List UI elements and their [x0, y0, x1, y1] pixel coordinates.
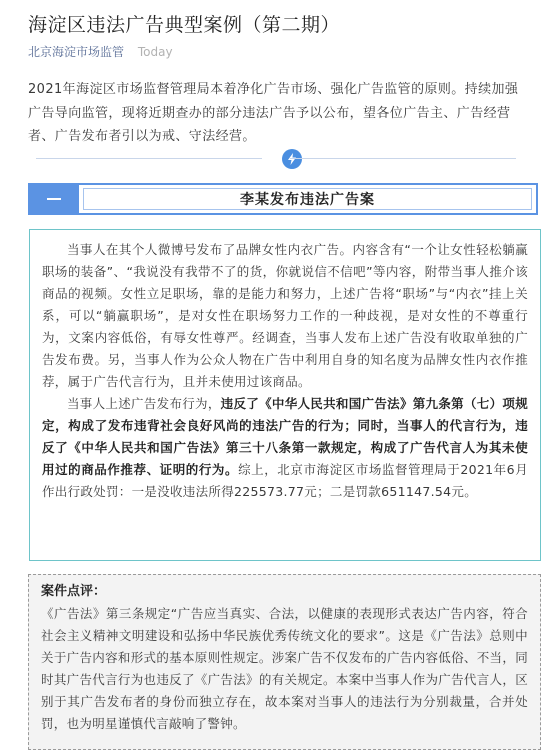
lightning-icon	[282, 149, 302, 169]
case-comment-box	[28, 574, 541, 750]
article-meta	[28, 43, 173, 60]
article-title: 海淀区违法广告典型案例（第二期）	[28, 14, 341, 36]
case-content-box	[29, 229, 541, 561]
case-header-tab	[28, 183, 79, 215]
case-paragraph-2-intro: 当事人上述广告发布行为，	[67, 396, 221, 411]
case-paragraph-2-bold: 违反了《中华人民共和国广告法》第九条第（七）项规定，构成了发布违背社会良好风尚的违法广告的行为；同时，当事人的代言行为，违反了《中华人民共和国广告法》第三十八条第一款规定，构成了广告代言人为其未使用过的商品作推荐、证明的行为。	[42, 396, 528, 477]
comment-label: 案件点评：	[41, 584, 107, 599]
intro-paragraph: 2021年海淀区市场监督管理局本着净化广告市场、强化广告监管的原则。持续加强广告导向监管，现将近期查办的部分违法广告予以公布，望各位广告主、广告经营者、广告发布者引以为戒、守法经营。	[28, 82, 519, 144]
dash-icon	[47, 198, 61, 200]
case-header	[28, 183, 538, 215]
publish-time: Today	[137, 45, 173, 59]
section-divider	[36, 158, 516, 160]
case-paragraph-2	[42, 393, 528, 503]
case-paragraph-2-rest: 综上，北京市海淀区市场监督管理局于2021年6月作出行政处罚：一是没收违法所得225573.77元；二是罚款651147.54元。	[42, 462, 528, 499]
divider-line-left	[36, 158, 262, 159]
case-title	[79, 183, 538, 215]
case-title-text: 李某发布违法广告案	[240, 192, 375, 208]
case-paragraph-1: 当事人在其个人微博号发布了品牌女性内衣广告。内容含有“一个让女性轻松躺赢职场的装备”、“我说没有我带不了的货，你就说信不信吧”等内容，附带当事人推介该商品的视频。女性立足职场，靠的是能力和努力，上述广告将“职场”与“内衣”挂上关系，可以“躺赢职场”，是对女性在职场努力工作的一种歧视，是对女性的不尊重行为，文案内容低俗，有辱女性尊严。经调查，当事人发布上述广告没有收取单独的广告发布费。另，当事人作为公众人物在广告中利用自身的知名度为品牌女性内衣作推荐，属于广告代言行为，且并未使用过该商品。	[42, 242, 528, 389]
account-name-link[interactable]: 北京海淀市场监管	[28, 45, 125, 59]
comment-text: 《广告法》第三条规定“广告应当真实、合法，以健康的表现形式表达广告内容，符合社会主义精神文明建设和弘扬中华民族优秀传统文化的要求”。这是《广告法》总则中关于广告内容和形式的基本原则性规定。涉案广告不仅发布的广告内容低俗、不当，同时其广告代言行为也违反了《广告法》的有关规定。本案中当事人作为广告代言人，区别于其广告发布者的身份而独立存在，故本案对当事人的违法行为分别裁量，合并处罚，也为明星谨慎代言敲响了警钟。	[41, 606, 528, 731]
divider-line-right	[290, 158, 516, 159]
